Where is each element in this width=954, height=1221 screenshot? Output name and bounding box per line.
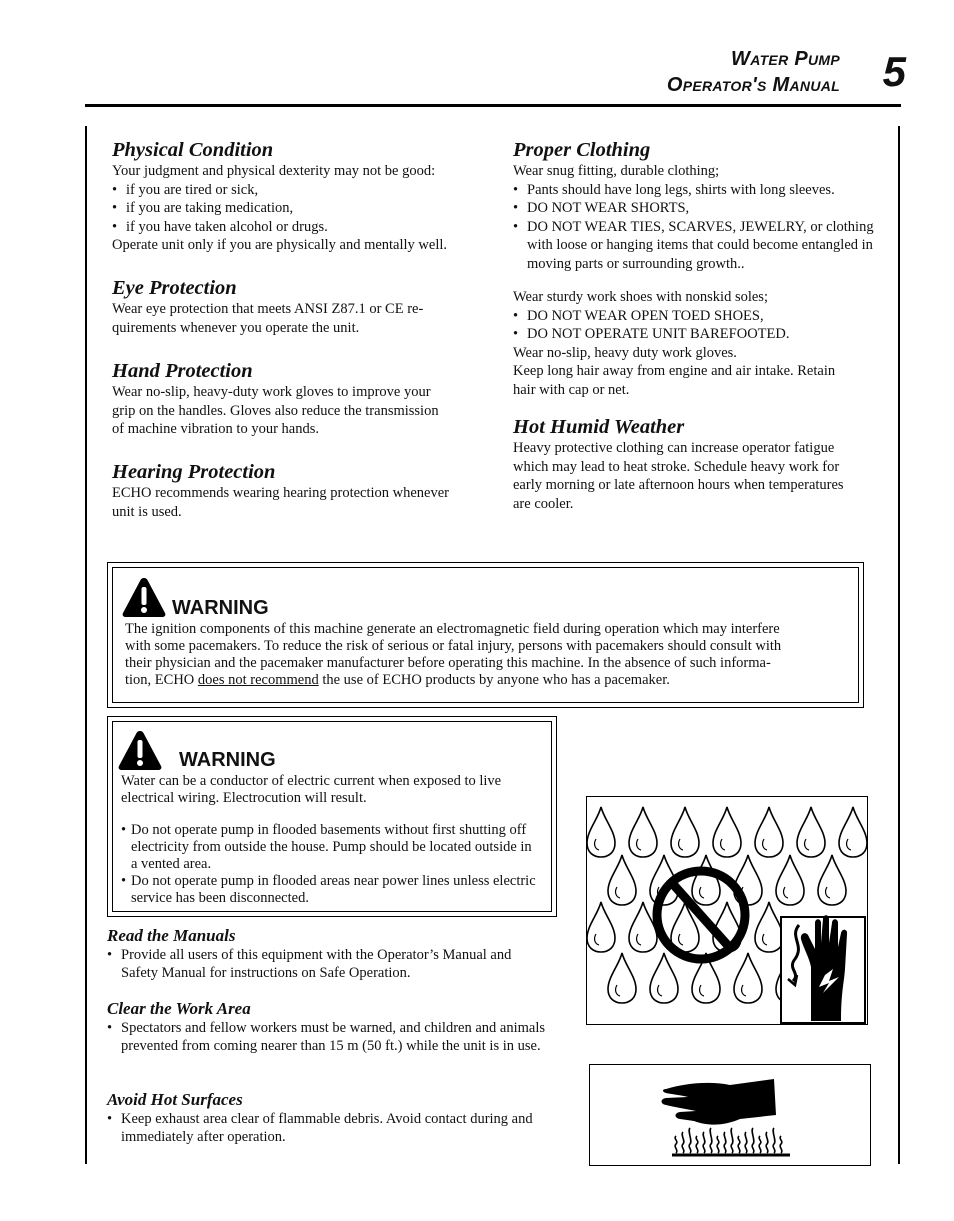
- list-item: • DO NOT WEAR TIES, SCARVES, JEWELRY, or clothing with loose or hanging items that could become entangled in moving parts or surrounding growth..: [513, 218, 883, 274]
- water-drop: [608, 953, 636, 1003]
- list-item: • Keep exhaust area clear of flammable debris. Avoid contact during and immediately after operation.: [107, 1110, 547, 1146]
- section-title: Proper Clothing: [513, 139, 651, 161]
- section-body-line: unit is used.: [112, 503, 182, 520]
- heat-wave-line: [710, 1128, 712, 1153]
- warning-line: [125, 672, 850, 689]
- water-drop: [839, 807, 867, 857]
- warning-text-part: tion, ECHO: [125, 672, 198, 688]
- eye-protection-section: [112, 276, 492, 337]
- water-drop: [818, 855, 846, 905]
- section-title: Clear the Work Area: [107, 999, 251, 1018]
- manual-title-line2: Operator's Manual: [666, 74, 840, 96]
- hot-humid-weather-section: [513, 415, 883, 513]
- list-item: • if you are taking medication,: [112, 199, 492, 218]
- hot-surface-hand-icon: [589, 1064, 871, 1166]
- heat-wave-line: [682, 1132, 684, 1153]
- proper-clothing-section: [513, 138, 883, 399]
- bullet-list: [107, 1019, 547, 1055]
- underlined-phrase: does not recommend: [197, 672, 319, 688]
- no-water-electrocution-icon: [586, 796, 868, 1025]
- bullet-list: [112, 181, 492, 237]
- list-item: • if you have taken alcohol or drugs.: [112, 218, 492, 237]
- section-title: Avoid Hot Surfaces: [107, 1090, 243, 1109]
- warning-heading: WARNING: [179, 749, 276, 771]
- section-title: Eye Protection: [112, 277, 237, 299]
- warning-line: Water can be a conductor of electric current when exposed to live: [121, 773, 502, 789]
- heat-wave-line: [696, 1136, 698, 1153]
- section-body-line: Wear no-slip, heavy-duty work gloves to improve your: [112, 384, 431, 400]
- gloves-text: Wear no-slip, heavy duty work gloves.: [513, 344, 737, 361]
- water-drop: [671, 807, 699, 857]
- water-drop: [755, 807, 783, 857]
- heat-wave-line: [703, 1132, 705, 1153]
- section-title: Hand Protection: [112, 360, 253, 382]
- list-item: • Do not operate pump in flooded basements without first shutting off electricity from outside the house. Pump should be located outside in a vented area.: [121, 822, 541, 873]
- avoid-hot-surfaces-section: [107, 1090, 547, 1146]
- section-body-line: quirements whenever you operate the unit.: [112, 319, 360, 336]
- water-drop: [587, 902, 615, 952]
- water-drop: [650, 953, 678, 1003]
- left-margin-rule: [85, 126, 87, 1164]
- water-drop: [734, 953, 762, 1003]
- list-item: • Do not operate pump in flooded areas near power lines unless electric service has been disconnected.: [121, 873, 541, 907]
- bullet-list: [513, 307, 883, 344]
- section-intro: Your judgment and physical dexterity may not be good:: [112, 163, 436, 179]
- section-body-line: ECHO recommends wearing hearing protection whenever: [112, 485, 450, 501]
- list-item: • if you are tired or sick,: [112, 181, 492, 200]
- heat-wave-line: [675, 1136, 677, 1153]
- pacemaker-warning-text: [125, 621, 850, 689]
- heat-wave-line: [689, 1128, 691, 1153]
- heat-wave-line: [724, 1132, 726, 1153]
- section-outro: Operate unit only if you are physically and mentally well.: [112, 237, 448, 253]
- page-number: 5: [882, 48, 906, 95]
- bullet-list: [107, 946, 547, 982]
- section-body-line: Wear eye protection that meets ANSI Z87.1 or CE re-: [112, 301, 424, 317]
- heat-wave-line: [773, 1128, 775, 1153]
- section-body-line: early morning or late afternoon hours when temperatures: [513, 477, 844, 493]
- shoes-intro: Wear sturdy work shoes with nonskid soles;: [513, 289, 768, 305]
- list-item: • DO NOT WEAR OPEN TOED SHOES,: [513, 307, 883, 326]
- water-drop: [629, 807, 657, 857]
- warning-triangle-icon: [118, 730, 162, 770]
- water-drop: [755, 902, 783, 952]
- warning-triangle-icon: [122, 577, 166, 617]
- list-item: • Provide all users of this equipment with the Operator’s Manual and Safety Manual for instructions on Safe Operation.: [107, 946, 547, 982]
- heat-wave-line: [759, 1136, 761, 1153]
- spacer: [513, 273, 883, 288]
- warning-heading: WARNING: [172, 597, 269, 619]
- section-body-line: are cooler.: [513, 495, 574, 512]
- heat-wave-line: [731, 1128, 733, 1153]
- section-body-line: grip on the handles. Gloves also reduce the transmission: [112, 402, 439, 419]
- read-manuals-section: [107, 926, 547, 982]
- water-drop: [692, 855, 720, 905]
- clear-work-area-section: [107, 999, 547, 1055]
- section-title: Hearing Protection: [112, 461, 276, 483]
- heat-wave-line: [752, 1128, 754, 1153]
- water-drop: [713, 807, 741, 857]
- right-margin-rule: [898, 126, 900, 1164]
- warning-text-part: the use of ECHO products by anyone who has a pacemaker.: [318, 672, 670, 688]
- spacer: [121, 807, 541, 822]
- bullet-list: [513, 181, 883, 274]
- water-drops-graphic: [587, 797, 867, 1024]
- section-body-line: of machine vibration to your hands.: [112, 421, 319, 437]
- heat-wave-line: [766, 1132, 768, 1153]
- section-intro: Wear snug fitting, durable clothing;: [513, 163, 720, 179]
- water-drop: [797, 807, 825, 857]
- water-drop: [629, 902, 657, 952]
- hair-text-line: Keep long hair away from engine and air intake. Retain: [513, 363, 836, 379]
- heat-wave-line: [738, 1136, 740, 1153]
- heat-wave-line: [745, 1132, 747, 1153]
- bullet-list: [107, 1110, 547, 1146]
- hot-surface-graphic: [590, 1065, 870, 1165]
- header-rule: [85, 104, 901, 107]
- manual-title: [667, 46, 840, 98]
- list-item: • DO NOT OPERATE UNIT BAREFOOTED.: [513, 325, 883, 344]
- section-title: Physical Condition: [112, 139, 274, 161]
- heat-wave-line: [717, 1136, 719, 1153]
- water-drop: [608, 855, 636, 905]
- warning-line: their physician and the pacemaker manufacturer before operating this machine. In the absence of such informa-: [125, 655, 771, 671]
- list-item: • Spectators and fellow workers must be warned, and children and animals prevented from coming nearer than 15 m (50 ft.) while the unit is in use.: [107, 1019, 547, 1055]
- heat-wave-line: [780, 1136, 782, 1153]
- list-item: • Pants should have long legs, shirts with long sleeves.: [513, 181, 883, 200]
- electrocution-warning-text: [121, 773, 541, 907]
- warning-line: electrical wiring. Electrocution will result.: [121, 790, 367, 806]
- warning-line: The ignition components of this machine generate an electromagnetic field during operation which may interfere: [125, 621, 780, 637]
- warning-line: with some pacemakers. To reduce the risk of serious or fatal injury, persons with pacemakers should consult with: [125, 638, 782, 654]
- manual-title-line1: Water Pump: [731, 48, 840, 70]
- section-body-line: Heavy protective clothing can increase operator fatigue: [513, 440, 835, 456]
- section-title: Hot Humid Weather: [513, 416, 685, 438]
- hearing-protection-section: [112, 460, 492, 521]
- list-item: • DO NOT WEAR SHORTS,: [513, 199, 883, 218]
- section-body-line: which may lead to heat stroke. Schedule heavy work for: [513, 458, 840, 475]
- water-drop: [776, 855, 804, 905]
- physical-condition-section: [112, 138, 492, 255]
- hand-protection-section: [112, 359, 492, 439]
- hair-text-line: hair with cap or net.: [513, 381, 630, 398]
- water-drop: [587, 807, 615, 857]
- bullet-list: [121, 822, 541, 907]
- section-title: Read the Manuals: [107, 926, 236, 945]
